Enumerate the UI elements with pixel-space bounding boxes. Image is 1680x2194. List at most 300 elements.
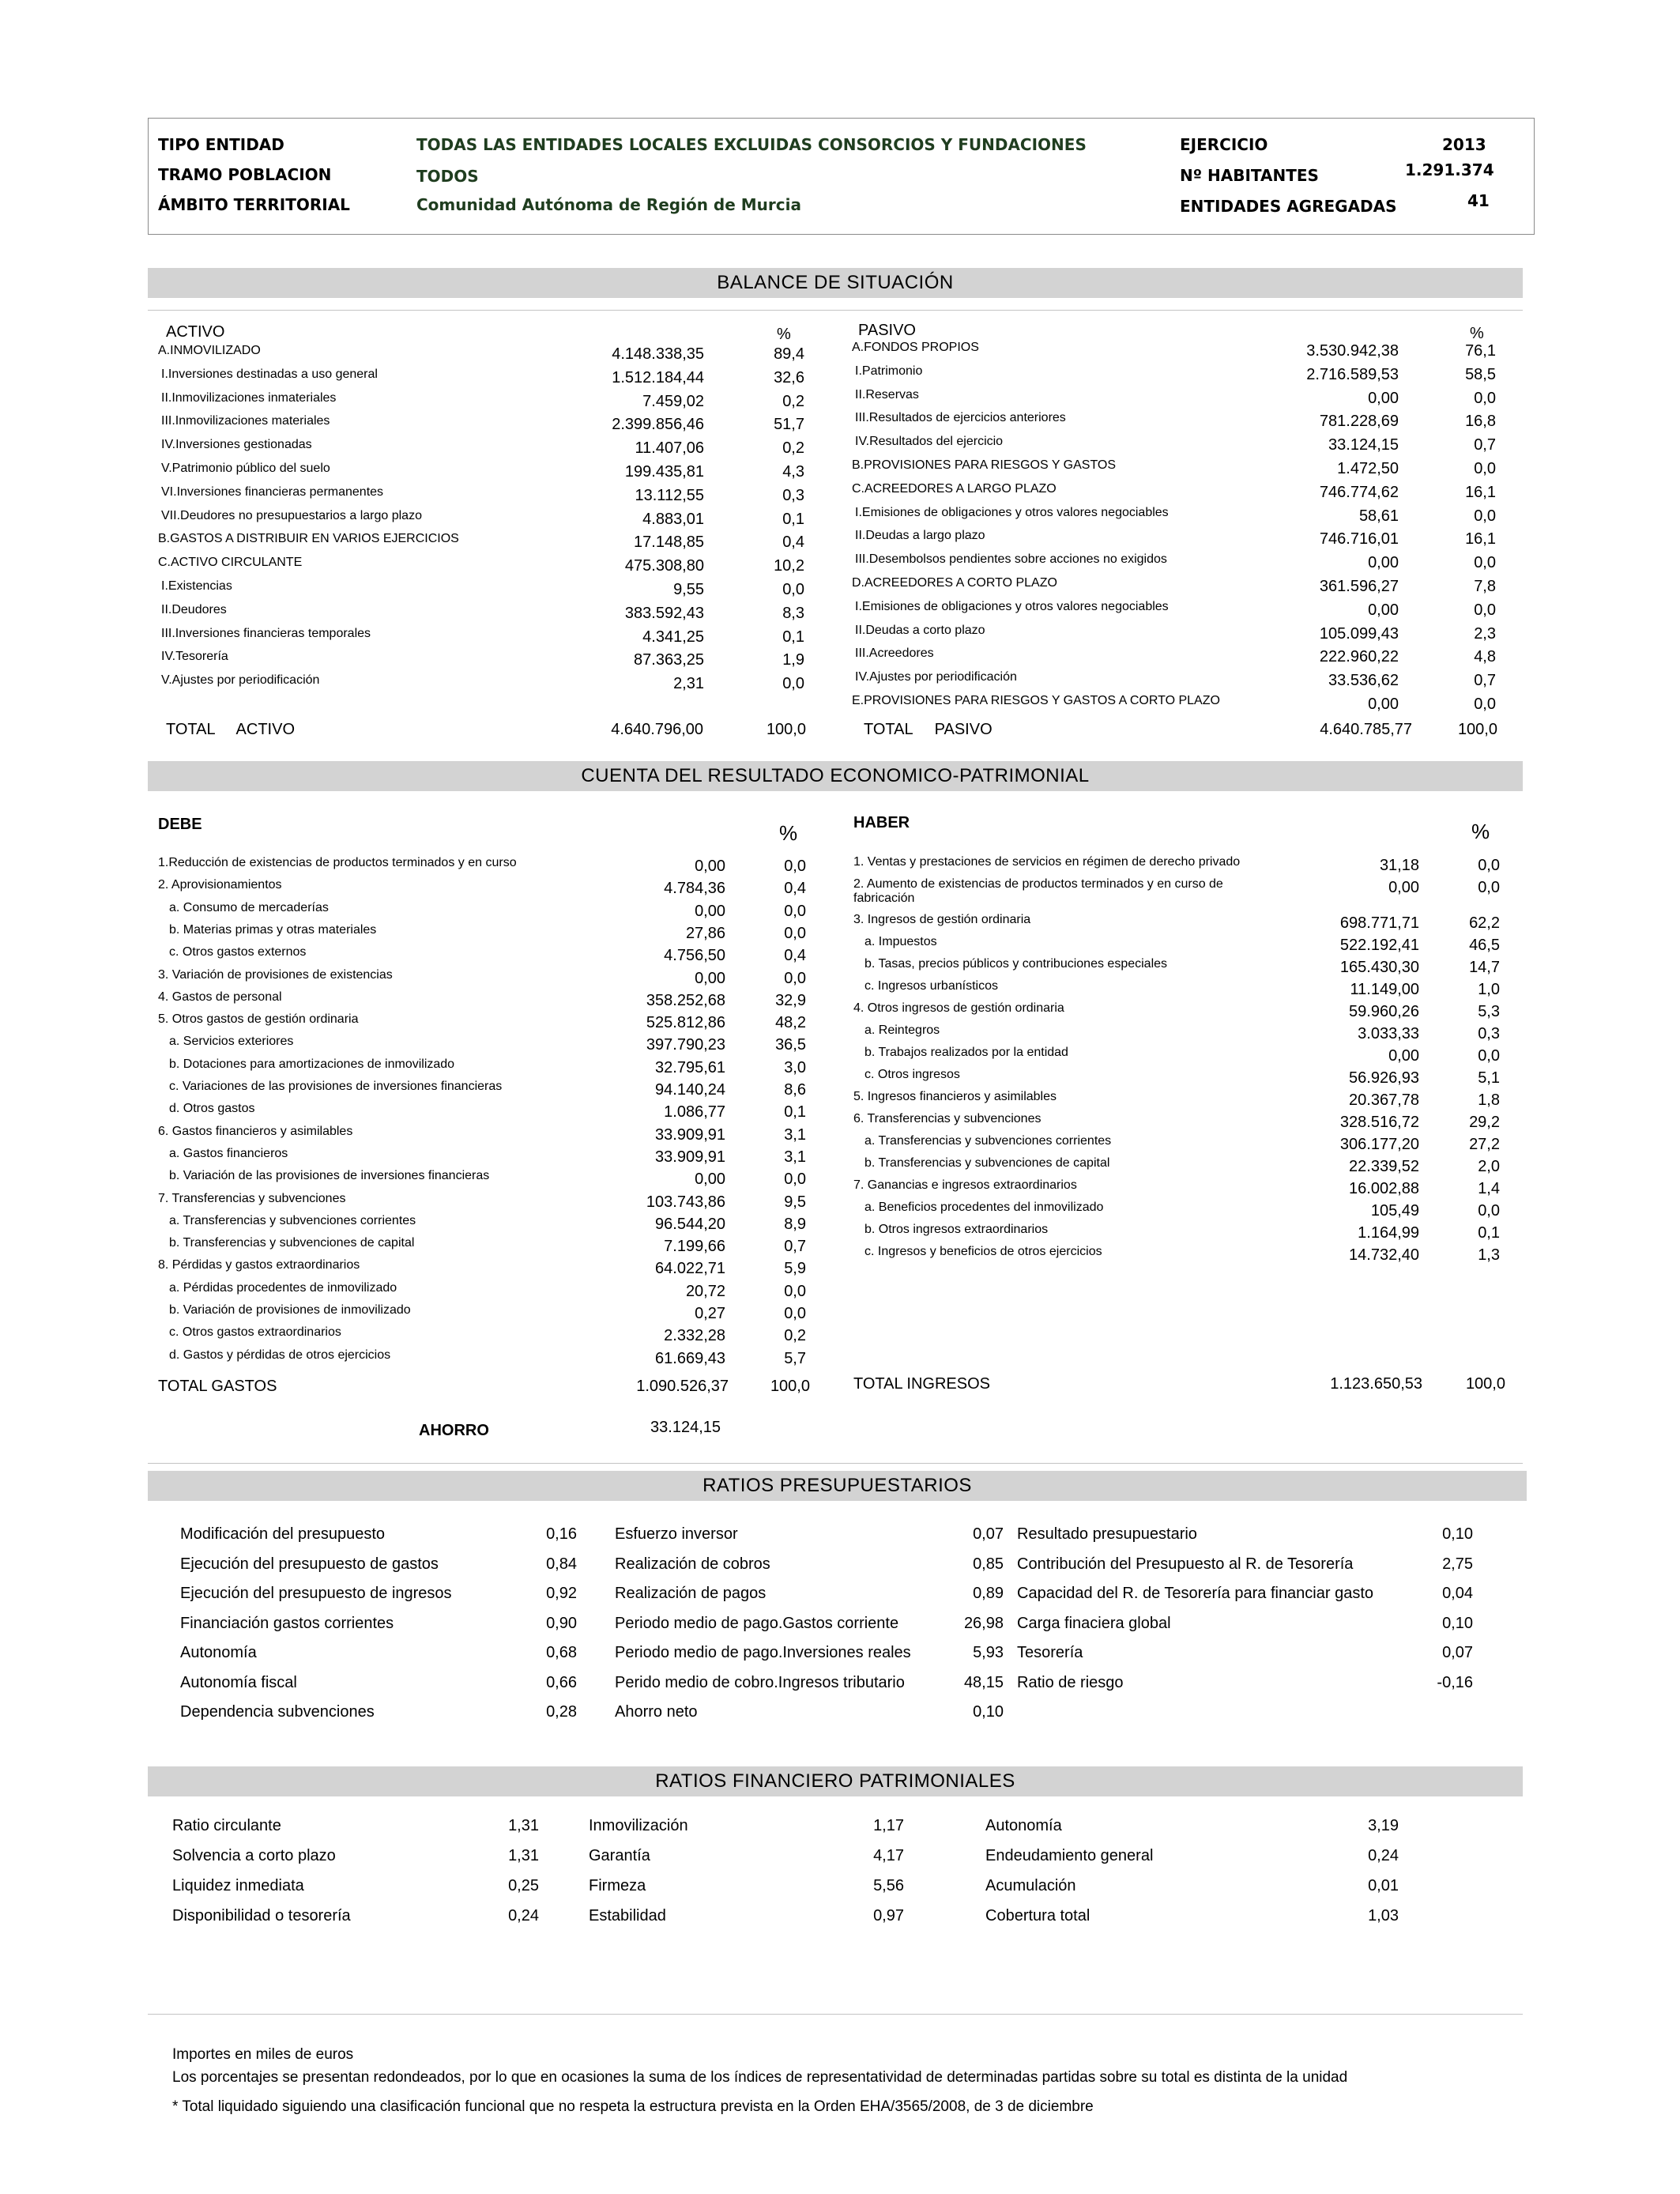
total-pasivo-row xyxy=(0,718,1680,741)
tramo-poblacion-value: TODOS xyxy=(416,167,479,186)
note-porcentajes: Los porcentajes se presentan redondeados, por lo que en ocasiones la suma de los índices de representatividad de determinadas partidas sobre su total es distinta de la unidad xyxy=(172,2069,1348,2086)
pasivo-row xyxy=(0,504,1680,528)
pasivo-row-label: III.Resultados de ejercicios anteriores xyxy=(855,411,1066,425)
pasivo-row xyxy=(0,575,1680,598)
activo-row-pct: 0,4 xyxy=(782,533,804,552)
debe-row-pct: 32,9 xyxy=(775,991,806,1009)
haber-row-value: 22.339,52 xyxy=(1349,1158,1419,1175)
pasivo-row xyxy=(0,669,1680,692)
ratio-presupuestario-value: 5,93 xyxy=(973,1644,1004,1661)
ambito-territorial-label: ÁMBITO TERRITORIAL xyxy=(158,195,350,214)
activo-row-value: 199.435,81 xyxy=(624,463,704,481)
haber-row-pct: 1,4 xyxy=(1478,1180,1500,1197)
debe-row-label: a. Consumo de mercaderías xyxy=(169,900,329,914)
haber-pct-head: % xyxy=(1471,820,1490,843)
ratio-presupuestario xyxy=(0,1581,1680,1605)
haber-row-value: 3.033,33 xyxy=(1358,1025,1419,1042)
pasivo-row xyxy=(0,409,1680,433)
activo-row-pct: 0,2 xyxy=(782,392,804,410)
haber-row-label: a. Impuestos xyxy=(864,935,937,948)
debe-row-pct: 0,7 xyxy=(784,1238,806,1256)
haber-row-label: c. Ingresos y beneficios de otros ejercicios xyxy=(864,1245,1102,1258)
ratio-financiero xyxy=(0,1904,1680,1928)
pasivo-row-value: 58,61 xyxy=(1358,507,1399,525)
ratio-financiero-value: 4,17 xyxy=(873,1847,904,1864)
pasivo-row-label: IV.Resultados del ejercicio xyxy=(855,435,1004,449)
activo-row-value: 1.512.184,44 xyxy=(612,368,704,386)
pasivo-row xyxy=(0,386,1680,410)
ratio-financiero-label: Firmeza xyxy=(589,1877,646,1894)
resultado-title: CUENTA DEL RESULTADO ECONOMICO-PATRIMONIAL xyxy=(581,765,1090,786)
pasivo-row-pct: 16,8 xyxy=(1465,413,1496,431)
haber-row-pct: 0,1 xyxy=(1478,1224,1500,1242)
haber-row xyxy=(0,911,1680,935)
activo-row-pct: 10,2 xyxy=(774,557,804,575)
debe-row-label: b. Materias primas y otras materiales xyxy=(169,922,377,937)
haber-head: HABER xyxy=(853,814,910,831)
ambito-territorial-value: Comunidad Autónoma de Región de Murcia xyxy=(416,195,801,214)
pasivo-row-value: 781.228,69 xyxy=(1319,413,1399,431)
pasivo-row xyxy=(0,481,1680,504)
debe-row-value: 358.252,68 xyxy=(646,991,725,1009)
debe-row-label: b. Transferencias y subvenciones de capital xyxy=(169,1236,415,1250)
ratio-presupuestario-label: Ratio de riesgo xyxy=(1017,1673,1124,1691)
ratio-presupuestario-label: Periodo medio de pago.Gastos corriente xyxy=(615,1614,899,1632)
pasivo-row-label: III.Acreedores xyxy=(855,647,934,661)
activo-row-pct: 0,1 xyxy=(782,510,804,528)
haber-row-label: a. Beneficios procedentes del inmovilizado xyxy=(864,1201,1104,1214)
haber-row-pct: 14,7 xyxy=(1469,959,1500,976)
ratio-presupuestario-label: Modificación del presupuesto xyxy=(180,1525,386,1543)
haber-row-value: 31,18 xyxy=(1379,857,1419,874)
debe-row-value: 33.909,91 xyxy=(655,1148,725,1166)
pasivo-row-pct: 0,0 xyxy=(1474,554,1496,572)
ratio-financiero-label: Disponibilidad o tesorería xyxy=(172,1907,351,1924)
haber-row-value: 522.192,41 xyxy=(1339,937,1419,954)
activo-row-label: C.ACTIVO CIRCULANTE xyxy=(158,556,303,570)
debe-row-label: a. Pérdidas procedentes de inmovilizado xyxy=(169,1280,397,1295)
debe-row-value: 32.795,61 xyxy=(655,1058,725,1076)
ratio-presupuestario-label: Resultado presupuestario xyxy=(1017,1525,1197,1543)
haber-row xyxy=(0,1088,1680,1112)
ratios-financiero-title-bar xyxy=(148,1766,1523,1796)
haber-row-label-cont: fabricación xyxy=(853,892,915,905)
haber-row-pct: 29,2 xyxy=(1469,1114,1500,1131)
haber-row-value: 698.771,71 xyxy=(1339,914,1419,932)
haber-row-value: 14.732,40 xyxy=(1349,1246,1419,1264)
activo-row-label: VII.Deudores no presupuestarios a largo plazo xyxy=(161,508,422,522)
debe-row-pct: 3,1 xyxy=(784,1125,806,1144)
pasivo-head: PASIVO xyxy=(858,322,916,339)
ratio-financiero-value: 1,31 xyxy=(508,1847,539,1864)
haber-row xyxy=(0,876,1680,905)
haber-row-pct: 1,3 xyxy=(1478,1246,1500,1264)
haber-row-value: 105,49 xyxy=(1370,1202,1419,1220)
ratio-financiero-label: Liquidez inmediata xyxy=(172,1877,304,1894)
debe-row-label: a. Gastos financieros xyxy=(169,1146,288,1160)
debe-row-value: 27,86 xyxy=(685,924,725,942)
haber-row-value: 328.516,72 xyxy=(1339,1114,1419,1131)
total-pasivo-value: 4.640.785,77 xyxy=(1320,721,1412,738)
ratio-financiero-value: 1,31 xyxy=(508,1817,539,1834)
haber-row-pct: 27,2 xyxy=(1469,1136,1500,1153)
total-ingresos-value: 1.123.650,53 xyxy=(1330,1375,1422,1393)
activo-row-label: V.Ajustes por periodificación xyxy=(161,673,320,688)
debe-row-label: c. Variaciones de las provisiones de inversiones financieras xyxy=(169,1080,503,1093)
activo-row-value: 2.399.856,46 xyxy=(612,416,704,434)
haber-row xyxy=(0,854,1680,877)
debe-row-value: 0,00 xyxy=(695,969,725,987)
pasivo-row-pct: 58,5 xyxy=(1465,365,1496,383)
haber-row-pct: 46,5 xyxy=(1469,937,1500,954)
pasivo-row-label: III.Desembolsos pendientes sobre acciones no exigidos xyxy=(855,552,1167,567)
pasivo-row xyxy=(0,692,1680,716)
ratio-financiero-label: Estabilidad xyxy=(589,1907,666,1924)
ratio-presupuestario-value: 0,10 xyxy=(1442,1525,1473,1543)
ratio-financiero-value: 3,19 xyxy=(1368,1817,1399,1834)
debe-row-label: a. Transferencias y subvenciones corrientes xyxy=(169,1213,416,1227)
entidades-agregadas-value: 41 xyxy=(1467,191,1490,210)
haber-row xyxy=(0,1044,1680,1068)
haber-row-label: 6. Transferencias y subvenciones xyxy=(853,1112,1042,1125)
ratio-presupuestario-value: 48,15 xyxy=(963,1673,1004,1691)
debe-row-label: d. Otros gastos xyxy=(169,1102,255,1116)
pasivo-row-value: 33.124,15 xyxy=(1328,436,1399,454)
activo-row-value: 2,31 xyxy=(673,675,704,693)
ratio-financiero-label: Autonomía xyxy=(985,1817,1062,1834)
activo-row-pct: 0,3 xyxy=(782,486,804,504)
debe-row-label: 2. Aprovisionamientos xyxy=(158,878,282,892)
total-ingresos-pct: 100,0 xyxy=(1465,1375,1505,1393)
debe-row-value: 525.812,86 xyxy=(646,1014,725,1032)
pasivo-row-label: E.PROVISIONES PARA RIESGOS Y GASTOS A CORTO PLAZO xyxy=(852,694,1220,707)
activo-row-value: 7.459,02 xyxy=(642,392,704,410)
debe-row-value: 4.784,36 xyxy=(664,880,725,898)
haber-row-value: 0,00 xyxy=(1388,1047,1419,1065)
debe-row-value: 94.140,24 xyxy=(655,1081,725,1099)
pasivo-pct-head: % xyxy=(1470,325,1484,342)
debe-row-pct: 0,0 xyxy=(784,1305,806,1322)
haber-row-pct: 5,1 xyxy=(1478,1069,1500,1087)
haber-row-pct: 0,0 xyxy=(1478,857,1500,874)
debe-row-label: c. Otros gastos extraordinarios xyxy=(169,1325,341,1340)
debe-row-pct: 0,4 xyxy=(784,880,806,898)
pasivo-row-label: II.Deudas a corto plazo xyxy=(855,623,985,637)
ratio-financiero-value: 1,03 xyxy=(1368,1907,1399,1924)
ahorro-row xyxy=(0,1419,1680,1442)
debe-row xyxy=(0,1347,1680,1370)
pasivo-row xyxy=(0,645,1680,669)
activo-row-label: III.Inversiones financieras temporales xyxy=(161,626,371,640)
pasivo-row xyxy=(0,457,1680,481)
debe-row-label: d. Gastos y pérdidas de otros ejercicios xyxy=(169,1348,391,1362)
haber-row-value: 16.002,88 xyxy=(1349,1180,1419,1197)
pasivo-row-label: IV.Ajustes por periodificación xyxy=(855,670,1017,684)
haber-row-label: c. Ingresos urbanísticos xyxy=(864,979,998,993)
haber-row-pct: 5,3 xyxy=(1478,1003,1500,1020)
debe-head: DEBE xyxy=(158,816,202,833)
activo-head: ACTIVO xyxy=(166,323,225,341)
ratio-presupuestario xyxy=(0,1641,1680,1664)
ratio-presupuestario xyxy=(0,1700,1680,1724)
haber-row-label: 2. Aumento de existencias de productos terminados y en curso de xyxy=(853,877,1223,891)
debe-row-pct: 0,2 xyxy=(784,1327,806,1345)
ratio-presupuestario-label: Ejecución del presupuesto de gastos xyxy=(180,1555,439,1573)
haber-row-value: 165.430,30 xyxy=(1339,959,1419,976)
activo-row-pct: 4,3 xyxy=(782,463,804,481)
ratio-presupuestario-label: Contribución del Presupuesto al R. de Tesorería xyxy=(1017,1555,1354,1573)
haber-row xyxy=(0,1022,1680,1046)
ratio-presupuestario-value: 2,75 xyxy=(1442,1555,1473,1573)
debe-row-pct: 0,0 xyxy=(784,902,806,920)
haber-row xyxy=(0,1066,1680,1090)
total-pasivo-label: TOTAL PASIVO xyxy=(864,721,993,738)
haber-row-pct: 1,8 xyxy=(1478,1091,1500,1109)
pasivo-row-label: II.Deudas a largo plazo xyxy=(855,529,985,543)
debe-row-pct: 3,0 xyxy=(784,1058,806,1076)
haber-row-label: a. Transferencias y subvenciones corrientes xyxy=(864,1134,1112,1148)
pasivo-row-pct: 0,7 xyxy=(1474,436,1496,454)
pasivo-row-value: 105.099,43 xyxy=(1319,624,1399,643)
activo-row-value: 4.883,01 xyxy=(642,510,704,528)
pasivo-row-pct: 16,1 xyxy=(1465,530,1496,548)
ratio-financiero-label: Ratio circulante xyxy=(172,1817,281,1834)
total-activo-pct: 100,0 xyxy=(766,721,806,738)
ratio-presupuestario-label: Realización de cobros xyxy=(615,1555,770,1573)
habitantes-value: 1.291.374 xyxy=(1405,160,1494,179)
debe-row-value: 0,00 xyxy=(695,858,725,875)
pasivo-row xyxy=(0,551,1680,575)
haber-row-value: 0,00 xyxy=(1388,879,1419,896)
pasivo-row-pct: 0,0 xyxy=(1474,601,1496,619)
entidades-agregadas-label: ENTIDADES AGREGADAS xyxy=(1180,197,1397,216)
ratio-financiero-value: 5,56 xyxy=(873,1877,904,1894)
debe-row-label: b. Dotaciones para amortizaciones de inmovilizado xyxy=(169,1057,455,1071)
pasivo-row-value: 0,00 xyxy=(1368,696,1399,713)
total-gastos-pct: 100,0 xyxy=(770,1378,810,1395)
pasivo-row-pct: 0,7 xyxy=(1474,672,1496,690)
haber-row-pct: 0,0 xyxy=(1478,1202,1500,1220)
ratio-financiero-value: 0,24 xyxy=(508,1907,539,1924)
debe-row-value: 4.756,50 xyxy=(664,947,725,965)
ratio-presupuestario-value: 0,85 xyxy=(973,1555,1004,1573)
haber-row xyxy=(0,978,1680,1001)
ratio-presupuestario-label: Tesorería xyxy=(1017,1644,1083,1661)
debe-row-value: 96.544,20 xyxy=(655,1215,725,1233)
ratio-presupuestario-label: Periodo medio de pago.Inversiones reales xyxy=(615,1644,911,1661)
haber-row-pct: 1,0 xyxy=(1478,981,1500,998)
ratio-presupuestario-label: Autonomía fiscal xyxy=(180,1673,297,1691)
pasivo-row-label: I.Patrimonio xyxy=(855,364,923,378)
haber-row-value: 11.149,00 xyxy=(1350,981,1419,998)
haber-row xyxy=(0,1177,1680,1201)
pasivo-row-value: 2.716.589,53 xyxy=(1306,365,1399,383)
ratio-presupuestario-value: 26,98 xyxy=(963,1614,1004,1632)
debe-row-value: 0,00 xyxy=(695,1171,725,1189)
pasivo-row-value: 33.536,62 xyxy=(1328,672,1399,690)
haber-row-label: 1. Ventas y prestaciones de servicios en régimen de derecho privado xyxy=(853,855,1241,869)
haber-row xyxy=(0,956,1680,979)
ejercicio-value: 2013 xyxy=(1442,135,1486,154)
ratio-financiero-value: 0,24 xyxy=(1368,1847,1399,1864)
debe-row-pct: 5,9 xyxy=(784,1260,806,1278)
ratio-presupuestario-label: Realización de pagos xyxy=(615,1585,767,1602)
pasivo-row-pct: 0,0 xyxy=(1474,696,1496,713)
haber-row-label: c. Otros ingresos xyxy=(864,1068,960,1081)
ratio-presupuestario-value: 0,92 xyxy=(546,1585,577,1602)
haber-row xyxy=(0,1000,1680,1023)
debe-row-label: 4. Gastos de personal xyxy=(158,990,282,1004)
debe-row-pct: 0,0 xyxy=(784,969,806,987)
total-activo-value: 4.640.796,00 xyxy=(611,721,703,738)
pasivo-row xyxy=(0,339,1680,363)
activo-row-label: VI.Inversiones financieras permanentes xyxy=(161,484,384,499)
haber-row-pct: 0,3 xyxy=(1478,1025,1500,1042)
total-ingresos-row xyxy=(0,1372,1680,1396)
debe-row-pct: 8,6 xyxy=(784,1081,806,1099)
ratio-presupuestario-value: 0,89 xyxy=(973,1585,1004,1602)
ratio-presupuestario xyxy=(0,1612,1680,1635)
notes-divider xyxy=(148,2014,1523,2015)
haber-row-pct: 0,0 xyxy=(1478,1047,1500,1065)
ratio-presupuestario-label: Capacidad del R. de Tesorería para financiar gasto xyxy=(1017,1585,1374,1602)
activo-row-pct: 32,6 xyxy=(774,368,804,386)
debe-row-value: 7.199,66 xyxy=(664,1238,725,1256)
debe-row-value: 2.332,28 xyxy=(664,1327,725,1345)
total-gastos-value: 1.090.526,37 xyxy=(636,1378,729,1395)
debe-row-value: 397.790,23 xyxy=(646,1036,725,1054)
pasivo-row-value: 3.530.942,38 xyxy=(1306,342,1399,360)
balance-divider xyxy=(148,310,1523,311)
activo-row-value: 9,55 xyxy=(673,581,704,598)
haber-row-value: 56.926,93 xyxy=(1349,1069,1419,1087)
ratio-presupuestario-value: 0,07 xyxy=(1442,1644,1473,1661)
ratio-financiero-label: Endeudamiento general xyxy=(985,1847,1154,1864)
ratio-presupuestario-label: Financiación gastos corrientes xyxy=(180,1614,394,1632)
activo-row-label: IV.Inversiones gestionadas xyxy=(161,438,312,452)
activo-row-value: 4.341,25 xyxy=(642,628,704,646)
debe-row-pct: 0,4 xyxy=(784,947,806,965)
ratios-presupuestarios-title: RATIOS PRESUPUESTARIOS xyxy=(703,1475,972,1496)
ratio-financiero xyxy=(0,1814,1680,1838)
ratio-presupuestario xyxy=(0,1671,1680,1695)
haber-row-label: b. Otros ingresos extraordinarios xyxy=(864,1223,1049,1236)
total-ingresos-label: TOTAL INGRESOS xyxy=(853,1375,990,1393)
activo-row-label: V.Patrimonio público del suelo xyxy=(161,462,330,475)
haber-row-label: 3. Ingresos de gestión ordinaria xyxy=(853,913,1031,926)
haber-row xyxy=(0,1199,1680,1223)
debe-row-label: 6. Gastos financieros y asimilables xyxy=(158,1124,353,1138)
haber-row-label: b. Trabajos realizados por la entidad xyxy=(864,1046,1068,1059)
pasivo-row-value: 222.960,22 xyxy=(1319,648,1399,666)
pasivo-row-pct: 0,0 xyxy=(1474,389,1496,407)
debe-row-label: a. Servicios exteriores xyxy=(169,1035,294,1049)
ratio-presupuestario-value: 0,68 xyxy=(546,1644,577,1661)
ratio-presupuestario-value: 0,28 xyxy=(546,1703,577,1721)
habitantes-label: Nº HABITANTES xyxy=(1180,166,1319,185)
debe-row-label: 7. Transferencias y subvenciones xyxy=(158,1191,346,1205)
balance-title: BALANCE DE SITUACIÓN xyxy=(717,272,954,293)
total-gastos-label: TOTAL GASTOS xyxy=(158,1378,277,1395)
pasivo-row-pct: 76,1 xyxy=(1465,342,1496,360)
ratio-financiero-value: 1,17 xyxy=(873,1817,904,1834)
haber-row xyxy=(0,1110,1680,1134)
note-total-liquidado: * Total liquidado siguiendo una clasificación funcional que no respeta la estructura prevista en la Orden EHA/3565/2008, de 3 de diciembre xyxy=(172,2098,1094,2115)
pasivo-row-label: I.Emisiones de obligaciones y otros valores negociables xyxy=(855,505,1169,519)
debe-row-label: b. Variación de provisiones de inmovilizado xyxy=(169,1303,411,1317)
pasivo-row-label: A.FONDOS PROPIOS xyxy=(852,341,979,354)
haber-row-label: 5. Ingresos financieros y asimilables xyxy=(853,1090,1057,1103)
ratio-financiero xyxy=(0,1844,1680,1868)
ahorro-value: 33.124,15 xyxy=(650,1419,721,1436)
debe-row-value: 33.909,91 xyxy=(655,1125,725,1144)
activo-row-label: I.Existencias xyxy=(161,579,232,593)
ratio-presupuestario-value: 0,04 xyxy=(1442,1585,1473,1602)
ratio-presupuestario-label: Esfuerzo inversor xyxy=(615,1525,738,1543)
activo-row-value: 11.407,06 xyxy=(635,439,704,458)
debe-row-pct: 0,0 xyxy=(784,1282,806,1300)
pasivo-row-value: 1.472,50 xyxy=(1337,460,1399,477)
activo-pct-head: % xyxy=(777,326,791,343)
pasivo-row xyxy=(0,622,1680,646)
ratio-presupuestario-label: Autonomía xyxy=(180,1644,257,1661)
debe-row-pct: 48,2 xyxy=(775,1014,806,1032)
ratio-presupuestario-label: Perido medio de cobro.Ingresos tributario xyxy=(615,1673,905,1691)
activo-row-value: 4.148.338,35 xyxy=(612,345,704,363)
debe-row-pct: 36,5 xyxy=(775,1036,806,1054)
activo-row-pct: 89,4 xyxy=(774,345,804,363)
ratios-presupuestarios-title-bar xyxy=(148,1471,1527,1501)
ratio-presupuestario-value: 0,07 xyxy=(973,1525,1004,1543)
haber-row-label: b. Transferencias y subvenciones de capital xyxy=(864,1156,1110,1170)
haber-row-value: 306.177,20 xyxy=(1339,1136,1419,1153)
ratio-presupuestario xyxy=(0,1522,1680,1546)
activo-row-label: III.Inmovilizaciones materiales xyxy=(161,414,330,428)
ratio-presupuestario-label: Ahorro neto xyxy=(615,1703,698,1721)
debe-row-value: 0,27 xyxy=(695,1305,725,1322)
debe-row-value: 103.743,86 xyxy=(646,1193,725,1211)
pasivo-row xyxy=(0,363,1680,386)
debe-pct-head: % xyxy=(779,821,798,845)
debe-row-value: 61.669,43 xyxy=(655,1349,725,1367)
activo-row-value: 383.592,43 xyxy=(624,604,704,622)
activo-row-pct: 0,0 xyxy=(782,675,804,693)
activo-row-label: II.Inmovilizaciones inmateriales xyxy=(161,390,337,405)
note-importes: Importes en miles de euros xyxy=(172,2046,354,2063)
activo-row-label: IV.Tesorería xyxy=(161,650,228,664)
pasivo-row-pct: 2,3 xyxy=(1474,624,1496,643)
ratio-financiero-label: Solvencia a corto plazo xyxy=(172,1847,336,1864)
activo-row-label: B.GASTOS A DISTRIBUIR EN VARIOS EJERCICIOS xyxy=(158,532,459,546)
ratio-presupuestario-value: 0,90 xyxy=(546,1614,577,1632)
pasivo-row-value: 361.596,27 xyxy=(1319,578,1399,595)
pasivo-row xyxy=(0,433,1680,457)
pasivo-row xyxy=(0,598,1680,622)
pasivo-row-label: B.PROVISIONES PARA RIESGOS Y GASTOS xyxy=(852,458,1117,472)
activo-row-pct: 1,9 xyxy=(782,651,804,669)
ratio-financiero-value: 0,01 xyxy=(1368,1877,1399,1894)
pasivo-row-label: D.ACREEDORES A CORTO PLAZO xyxy=(852,576,1057,590)
haber-row-pct: 2,0 xyxy=(1478,1158,1500,1175)
pasivo-row xyxy=(0,527,1680,551)
activo-row-value: 87.363,25 xyxy=(634,651,704,669)
pasivo-row-pct: 7,8 xyxy=(1474,578,1496,595)
ratio-presupuestario-value: 0,66 xyxy=(546,1673,577,1691)
debe-row-value: 0,00 xyxy=(695,902,725,920)
debe-row-pct: 3,1 xyxy=(784,1148,806,1166)
haber-row xyxy=(0,933,1680,957)
haber-row-label: 4. Otros ingresos de gestión ordinaria xyxy=(853,1001,1064,1015)
